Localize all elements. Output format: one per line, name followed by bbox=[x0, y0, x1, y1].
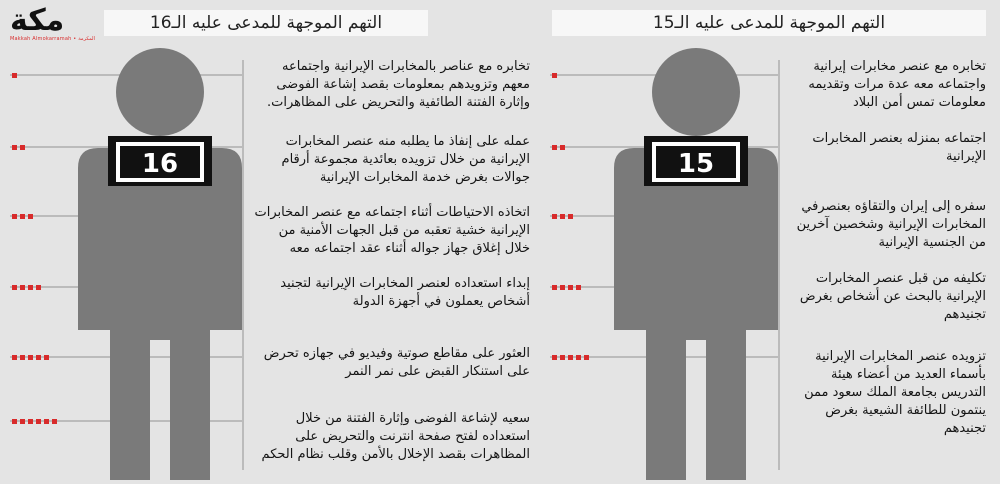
item-marker-dots bbox=[12, 145, 25, 150]
charge-item: اتخاذه الاحتياطات أثناء اجتماعه مع عنصر المخابرات الإيرانية خشية تعقبه من قبل الجهات الأمنية من خلال إغلاق جهاز جواله أثناء عقد اجتماعه معه bbox=[254, 205, 530, 256]
person-head bbox=[652, 48, 740, 136]
marker-dot bbox=[552, 145, 557, 150]
item-marker-dots bbox=[12, 214, 33, 219]
marker-dot bbox=[568, 214, 573, 219]
marker-dot bbox=[12, 145, 17, 150]
badge-number-16: 16 bbox=[141, 149, 179, 179]
item-marker-dots bbox=[12, 355, 49, 360]
marker-dot bbox=[36, 419, 41, 424]
marker-dot bbox=[36, 355, 41, 360]
item-marker-dots bbox=[12, 285, 41, 290]
left-title-bar bbox=[104, 10, 428, 36]
marker-dot bbox=[12, 355, 17, 360]
charge-item: سفره إلى إيران والتقاؤه بعنصرفي المخابرات الإيرانية وشخصين آخرين من الجنسية الإيرانية bbox=[796, 199, 986, 250]
person-figure-16 bbox=[70, 40, 250, 480]
marker-dot bbox=[552, 285, 557, 290]
item-marker-dots bbox=[552, 73, 557, 78]
marker-dot bbox=[20, 285, 25, 290]
marker-dot bbox=[52, 419, 57, 424]
marker-dot bbox=[44, 419, 49, 424]
item-marker-dots bbox=[552, 145, 565, 150]
marker-dot bbox=[12, 419, 17, 424]
item-marker-dots bbox=[12, 419, 57, 424]
marker-dot bbox=[36, 285, 41, 290]
left-title: التهم الموجهة للمدعى عليه الـ16 bbox=[149, 13, 383, 33]
charge-item: العثور على مقاطع صوتية وفيديو في جهازه تحرض على استنكار القبض على نمر النمر bbox=[263, 346, 530, 379]
charge-item: سعيه لإشاعة الفوضى وإثارة الفتنة من خلال استعداده لفتح صفحة انترنت والتحريض على المظاهرات بقصد الإخلال بالأمن وقلب نظام الحكم bbox=[261, 411, 530, 462]
item-marker-dots bbox=[552, 214, 573, 219]
marker-dot bbox=[12, 73, 17, 78]
charge-item: تخابره مع عناصر بالمخابرات الإيرانية واجتماعه معهم وتزويدهم بمعلومات بقصد إشاعة الفوضى وإثارة الفتنة الطائفية والتحريض على المظاهرات. bbox=[267, 59, 530, 110]
marker-dot bbox=[576, 355, 581, 360]
marker-dot bbox=[568, 285, 573, 290]
marker-dot bbox=[560, 214, 565, 219]
right-title-bar bbox=[552, 10, 986, 36]
marker-dot bbox=[20, 419, 25, 424]
marker-dot bbox=[20, 214, 25, 219]
marker-dot bbox=[560, 145, 565, 150]
marker-dot bbox=[552, 355, 557, 360]
marker-dot bbox=[28, 355, 33, 360]
logo-subtitle: Makkah Almokarramah • المكرمة bbox=[10, 36, 95, 42]
item-marker-dots bbox=[552, 355, 589, 360]
badge-number-15: 15 bbox=[677, 149, 715, 179]
marker-dot bbox=[28, 214, 33, 219]
marker-dot bbox=[12, 285, 17, 290]
item-marker-dots bbox=[12, 73, 17, 78]
person-head bbox=[116, 48, 204, 136]
charge-item: إبداء استعداده لعنصر المخابرات الإيرانية لتجنيد أشخاص يعملون في أجهزة الدولة bbox=[280, 276, 530, 309]
marker-dot bbox=[552, 73, 557, 78]
marker-dot bbox=[584, 355, 589, 360]
marker-dot bbox=[552, 214, 557, 219]
person-body bbox=[614, 148, 778, 480]
marker-dot bbox=[12, 214, 17, 219]
marker-dot bbox=[20, 355, 25, 360]
marker-dot bbox=[28, 285, 33, 290]
marker-dot bbox=[576, 285, 581, 290]
person-body bbox=[78, 148, 242, 480]
charge-item: تخابره مع عنصر مخابرات إيرانية واجتماعه معه عدة مرات وتقديمه معلومات تمس أمن البلاد bbox=[808, 59, 986, 110]
marker-dot bbox=[568, 355, 573, 360]
marker-dot bbox=[44, 355, 49, 360]
right-title: التهم الموجهة للمدعى عليه الـ15 bbox=[652, 13, 886, 33]
charge-item: اجتماعه بمنزله بعنصر المخابرات الإيرانية bbox=[812, 131, 986, 164]
person-figure-15 bbox=[606, 40, 786, 480]
marker-dot bbox=[20, 145, 25, 150]
marker-dot bbox=[560, 355, 565, 360]
marker-dot bbox=[560, 285, 565, 290]
logo-mark: مكة bbox=[10, 3, 65, 38]
item-marker-dots bbox=[552, 285, 581, 290]
marker-dot bbox=[28, 419, 33, 424]
charge-item: عمله على إنفاذ ما يطلبه منه عنصر المخابرات الإيرانية من خلال تزويده بعائدية مجموعة أرقام جوالات بغرض خدمة المخابرات الإيرانية bbox=[281, 134, 530, 185]
charge-item: تكليفه من قبل عنصر المخابرات الإيرانية بالبحث عن أشخاص بغرض تجنيدهم bbox=[799, 271, 986, 322]
charge-item: تزويده عنصر المخابرات الإيرانية بأسماء العديد من أعضاء هيئة التدريس بجامعة الملك سعود ممن ينتمون للطائفة الشيعية بغرض تجنيدهم bbox=[804, 349, 986, 436]
right-panel bbox=[540, 0, 1000, 484]
